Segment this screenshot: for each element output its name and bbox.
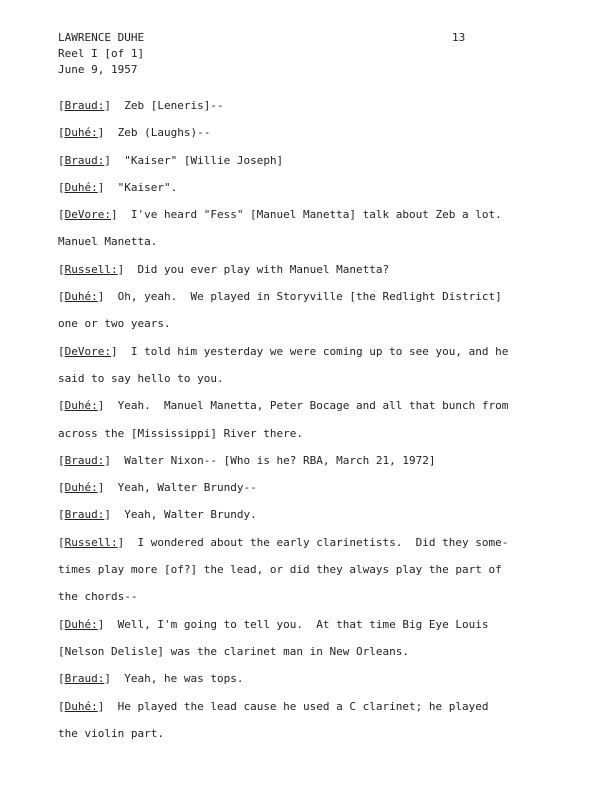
line-text: ] Oh, yeah. We played in Storyville [the Redlight District] — [97, 290, 502, 304]
transcript-line — [58, 365, 558, 392]
line-text: ] Zeb (Laughs)-- — [97, 126, 211, 140]
speaker-label: Russell: — [64, 262, 118, 276]
transcript-line — [58, 228, 558, 255]
transcript-line — [58, 338, 558, 365]
bracket-open: [ — [58, 699, 65, 713]
line-text: ] He played the lead cause he used a C clarinet; he played — [97, 699, 489, 713]
transcript-line — [58, 611, 558, 638]
speaker-label: DeVore: — [64, 208, 111, 222]
header-name: LAWRENCE DUHE — [58, 31, 145, 44]
bracket-open: [ — [58, 99, 65, 112]
bracket-open: [ — [58, 344, 65, 358]
transcript-line — [58, 92, 558, 119]
transcript-line — [58, 147, 558, 174]
speaker-label: Duhé: — [64, 126, 98, 140]
transcript-line — [58, 420, 558, 447]
speaker-label: Braud: — [64, 508, 105, 522]
speaker-label: Duhé: — [64, 481, 98, 495]
header-date: June 9, 1957 — [58, 63, 138, 76]
line-text: the chords-- — [58, 590, 138, 604]
transcript-line — [58, 474, 558, 501]
line-text: ] I told him yesterday we were coming up to see you, and he — [110, 344, 509, 358]
speaker-label: DeVore: — [64, 344, 111, 358]
speaker-label: Braud: — [64, 153, 105, 167]
transcript-body — [58, 92, 558, 747]
line-text: ] I wondered about the early clarinetists. Did they some- — [117, 535, 509, 549]
transcript-line — [58, 556, 558, 583]
line-text: times play more [of?] the lead, or did they always play the part of — [58, 563, 502, 577]
bracket-open: [ — [58, 290, 65, 304]
speaker-label: Braud: — [64, 672, 105, 686]
page-number: 13 — [452, 31, 466, 44]
transcript-line — [58, 310, 558, 337]
line-text: ] "Kaiser" [Willie Joseph] — [104, 153, 284, 167]
line-text: ] Yeah. Manuel Manetta, Peter Bocage and all that bunch from — [97, 399, 509, 413]
transcript-line — [58, 638, 558, 665]
transcript-line — [58, 201, 558, 228]
speaker-label: Duhé: — [64, 290, 98, 304]
speaker-label: Braud: — [64, 453, 105, 467]
bracket-open: [ — [58, 262, 65, 276]
line-text: across the [Mississippi] River there. — [58, 426, 304, 440]
line-text: Manuel Manetta. — [58, 235, 158, 249]
bracket-open: [ — [58, 617, 65, 631]
bracket-open: [ — [58, 508, 65, 522]
speaker-label: Braud: — [64, 99, 105, 112]
bracket-open: [ — [58, 481, 65, 495]
transcript-line — [58, 583, 558, 610]
line-text: ] Yeah, Walter Brundy-- — [97, 481, 257, 495]
speaker-label: Russell: — [64, 535, 118, 549]
bracket-open: [ — [58, 453, 65, 467]
header-reel: Reel I [of 1] — [58, 47, 145, 60]
transcript-line — [58, 501, 558, 528]
speaker-label: Duhé: — [64, 617, 98, 631]
line-text: ] Yeah, Walter Brundy. — [104, 508, 257, 522]
bracket-open: [ — [58, 153, 65, 167]
bracket-open: [ — [58, 126, 65, 140]
transcript-line — [58, 392, 558, 419]
line-text: the violin part. — [58, 726, 164, 740]
transcript-line — [58, 529, 558, 556]
line-text: ] Zeb [Leneris]-- — [104, 99, 224, 112]
line-text: [Nelson Delisle] was the clarinet man in New Orleans. — [58, 644, 409, 658]
line-text: said to say hello to you. — [58, 371, 224, 385]
transcript-line — [58, 447, 558, 474]
speaker-label: Duhé: — [64, 399, 98, 413]
speaker-label: Duhé: — [64, 180, 98, 194]
speaker-label: Duhé: — [64, 699, 98, 713]
transcript-line — [58, 693, 558, 720]
line-text: ] "Kaiser". — [97, 180, 178, 194]
transcript-line — [58, 283, 558, 310]
line-text: ] Walter Nixon-- [Who is he? RBA, March 21, 1972] — [104, 453, 436, 467]
bracket-open: [ — [58, 399, 65, 413]
line-text: ] Yeah, he was tops. — [104, 672, 244, 686]
page-header — [58, 30, 144, 78]
transcript-line — [58, 720, 558, 747]
line-text: ] Well, I'm going to tell you. At that time Big Eye Louis — [97, 617, 489, 631]
bracket-open: [ — [58, 535, 65, 549]
bracket-open: [ — [58, 208, 65, 222]
bracket-open: [ — [58, 180, 65, 194]
transcript-line — [58, 119, 558, 146]
transcript-line — [58, 256, 558, 283]
line-text: ] I've heard "Fess" [Manuel Manetta] talk about Zeb a lot. — [110, 208, 502, 222]
transcript-line — [58, 174, 558, 201]
line-text: one or two years. — [58, 317, 171, 331]
transcript-line — [58, 665, 558, 692]
bracket-open: [ — [58, 672, 65, 686]
line-text: ] Did you ever play with Manuel Manetta? — [117, 262, 390, 276]
